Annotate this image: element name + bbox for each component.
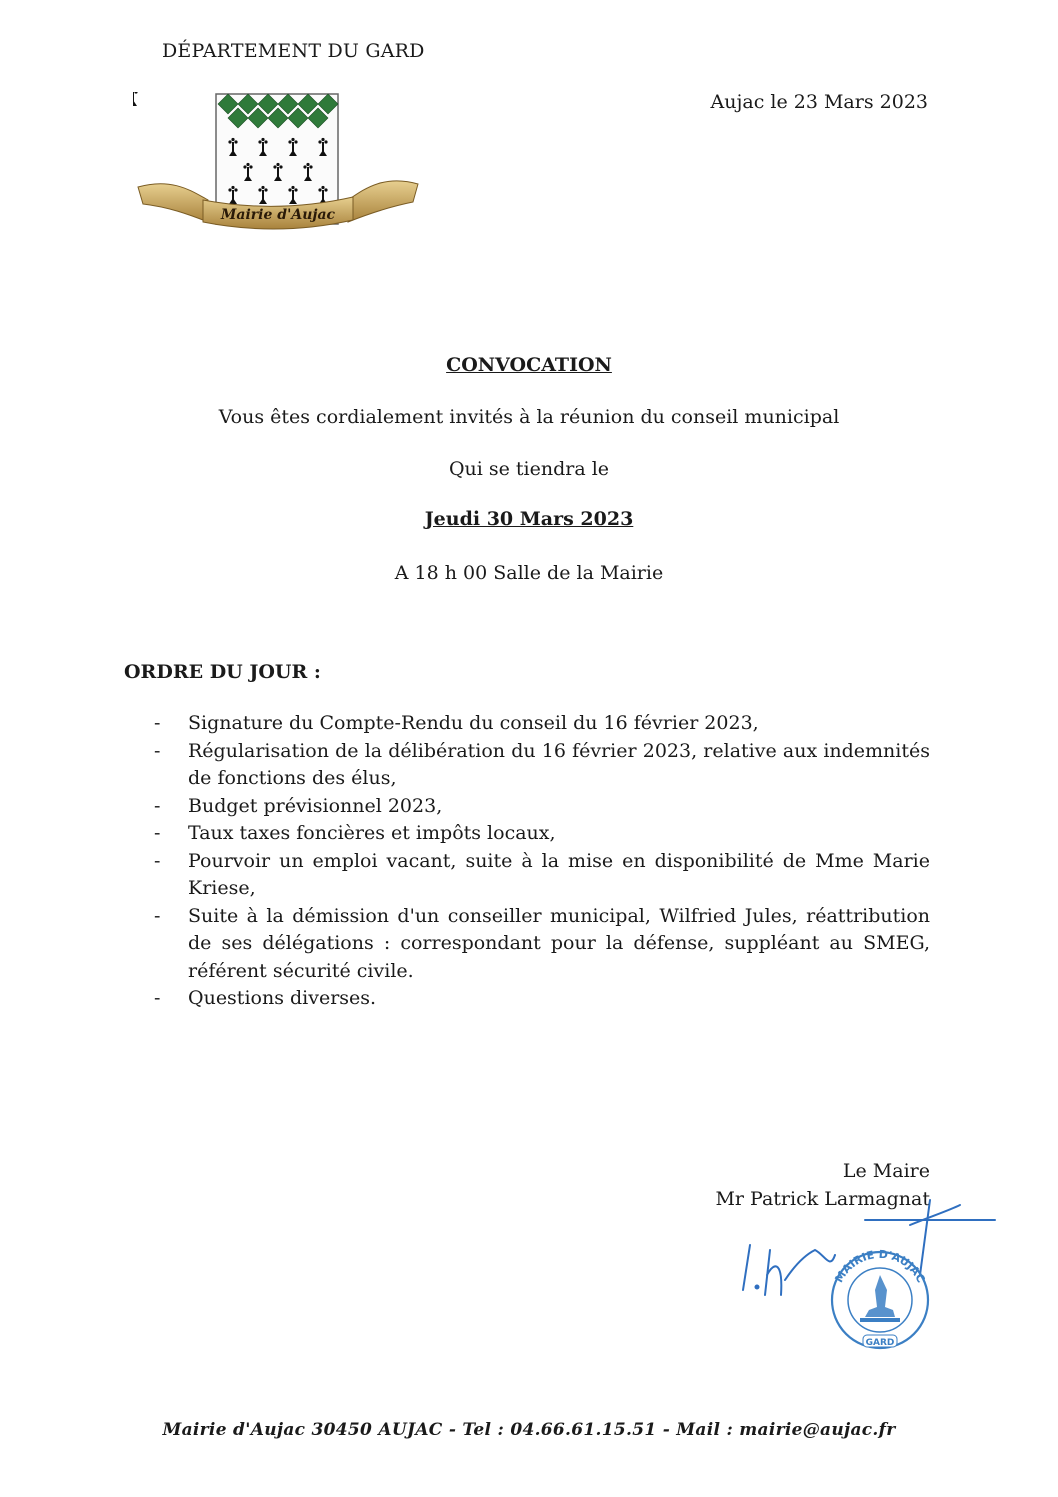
agenda-title: ORDRE DU JOUR : (124, 661, 321, 683)
signature-and-stamp (735, 1195, 1005, 1355)
footer-contact: Mairie d'Aujac 30450 AUJAC - Tel : 04.66.61.15.51 - Mail : mairie@aujac.fr (162, 1420, 896, 1440)
invitation-subtext: Qui se tiendra le (448, 458, 610, 480)
agenda-item: - Questions diverses. (154, 987, 377, 1009)
meeting-date: Jeudi 30 Mars 2023 (424, 508, 634, 530)
agenda-item: - Budget prévisionnel 2023, (154, 794, 443, 817)
svg-text:Mairie d'Aujac: Mairie d'Aujac (220, 207, 336, 223)
agenda-list (150, 710, 930, 1013)
meeting-time-place: A 18 h 00 Salle de la Mairie (394, 562, 664, 584)
convocation-title: CONVOCATION (446, 354, 612, 376)
agenda-item: - Taux taxes foncières et impôts locaux, (154, 822, 556, 844)
agenda-item: - Régularisation de la délibération du 16 février 2023, relative aux indemnités de fonctions des élus, (154, 739, 930, 789)
svg-text:GARD: GARD (865, 1338, 895, 1348)
agenda-item: - Pourvoir un emploi vacant, suite à la mise en disponibilité de Mme Marie Kriese, (154, 849, 930, 899)
agenda-item: - Signature du Compte-Rendu du conseil du 16 février 2023, (154, 712, 759, 734)
agenda-item: - Suite à la démission d'un conseiller municipal, Wilfried Jules, réattribution de ses délégations : correspondant pour la défense, suppléant au SMEG, référent sécurité civile. (154, 904, 930, 982)
signatory-role: Le Maire (842, 1160, 930, 1182)
invitation-text: Vous êtes cordialement invités à la réunion du conseil municipal (218, 406, 840, 428)
place-date: Aujac le 23 Mars 2023 (710, 91, 928, 113)
svg-text:MAIRIE D'AUJAC: MAIRIE D'AUJAC (832, 1247, 928, 1285)
department-header: DÉPARTEMENT DU GARD (162, 40, 425, 62)
signatory-name: Mr Patrick Larmagnat (715, 1188, 930, 1210)
mairie-coat-of-arms-logo (133, 92, 423, 242)
